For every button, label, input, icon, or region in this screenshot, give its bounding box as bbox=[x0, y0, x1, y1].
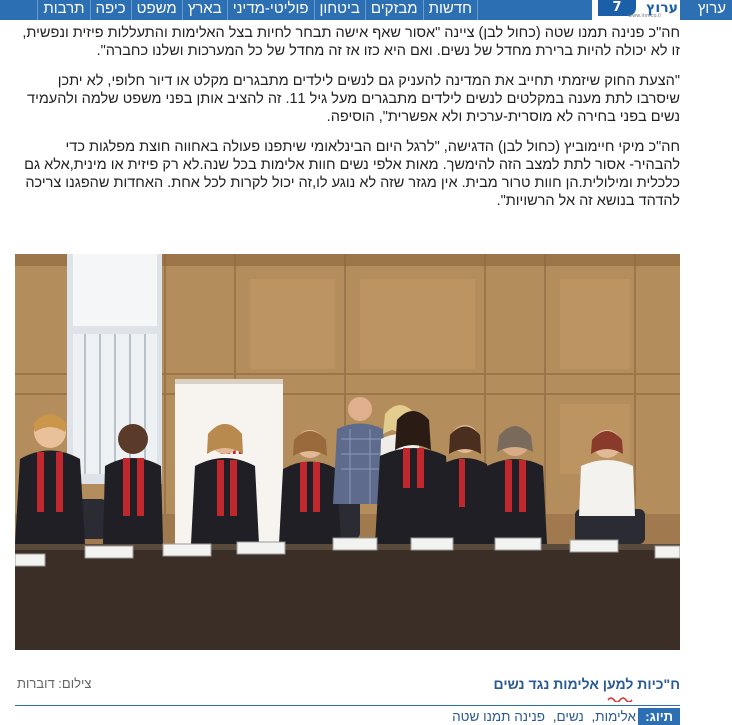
photo-credit: צילום: דוברות bbox=[17, 676, 92, 691]
article-body bbox=[15, 24, 680, 222]
logo-url: www.inn.co.il bbox=[628, 13, 661, 19]
nav-lead[interactable] bbox=[680, 0, 732, 20]
article-paragraph: חה"כ פנינה תמנו שטה (כחול לבן) ציינה "אסור שאף אישה תבחר לחיות בצל האלימות והתעללות פיזית ונפשית, זו לא יכולה להיות ברירת מחדל של נשים. ואם היא כזו אז זה מחדל של כל המערכות ושלנו כחברה". bbox=[22, 25, 680, 59]
nav-lead-label[interactable]: ערוץ bbox=[697, 0, 726, 17]
tag-pnina-tamano-shata[interactable]: פנינה תמנו שטה bbox=[452, 709, 546, 724]
spellcheck-underline-icon bbox=[607, 696, 633, 702]
main-menu bbox=[37, 0, 478, 20]
tags-bar bbox=[15, 705, 680, 725]
caption-title[interactable]: ח"כיות למען אלימות נגד נשים bbox=[493, 676, 680, 692]
nav-item-culture[interactable]: תרבות bbox=[37, 0, 89, 20]
tag-separator: , bbox=[587, 709, 596, 724]
nav-item-politics[interactable]: פוליטי-מדיני bbox=[227, 0, 314, 20]
nav-item-security[interactable]: ביטחון bbox=[314, 0, 365, 20]
tags-list bbox=[452, 709, 636, 724]
article-paragraph: חה"כ מיקי חיימוביץ (כחול לבן) הדגישה, "לרגל היום הבינלאומי שיתפנו פעולה באחווה חוצת מפלגות כדי להבהיר- אסור לתת למצב הזה להימשך. מאות אלפי נשים חוות אלימות בכל שנה.לא רק פיזית או מינית,אלא גם כלכלית ומילולית.הן חוות טרור מבית. אין מגזר שזה לא נוגע לו,זה יכול לקרות לכל אחת. האחדות שהפגנו צריכה להדהד בנושא זה אל הרשויות". bbox=[24, 139, 680, 209]
logo-text: ערוץ bbox=[646, 0, 678, 16]
nav-item-law[interactable]: משפט bbox=[131, 0, 182, 20]
tags-label: תיוג: bbox=[638, 708, 680, 725]
tag-women[interactable]: נשים bbox=[556, 709, 584, 724]
photo-caption bbox=[15, 672, 680, 696]
nav-item-kippa[interactable]: כיפה bbox=[90, 0, 131, 20]
nav-item-flashes[interactable]: מבזקים bbox=[365, 0, 423, 20]
tag-violence[interactable]: אלימות bbox=[595, 709, 636, 724]
nav-item-news[interactable]: חדשות bbox=[423, 0, 478, 20]
nav-item-israel[interactable]: בארץ bbox=[182, 0, 227, 20]
top-navigation-bar bbox=[0, 0, 732, 20]
tag-separator: , bbox=[549, 709, 557, 724]
article-photo[interactable] bbox=[15, 254, 680, 650]
site-logo[interactable] bbox=[592, 0, 680, 20]
article-paragraph: "הצעת החוק שיזמתי תחייב את המדינה להעניק גם לנשים לילדים מתבגרים מקלט או דיור חלופי, לא יתכן שיסרבו לתת מענה במקלטים לנשים לילדים מתבגרים מעל גיל 11. זה להציב אותן בפני משפט שלמה ולהעמיד נשים בפני בחירה לא מוסרית-ערכית ולא אפשרית", הוסיפה. bbox=[27, 73, 680, 125]
logo-mark-icon: 7 bbox=[598, 0, 636, 16]
